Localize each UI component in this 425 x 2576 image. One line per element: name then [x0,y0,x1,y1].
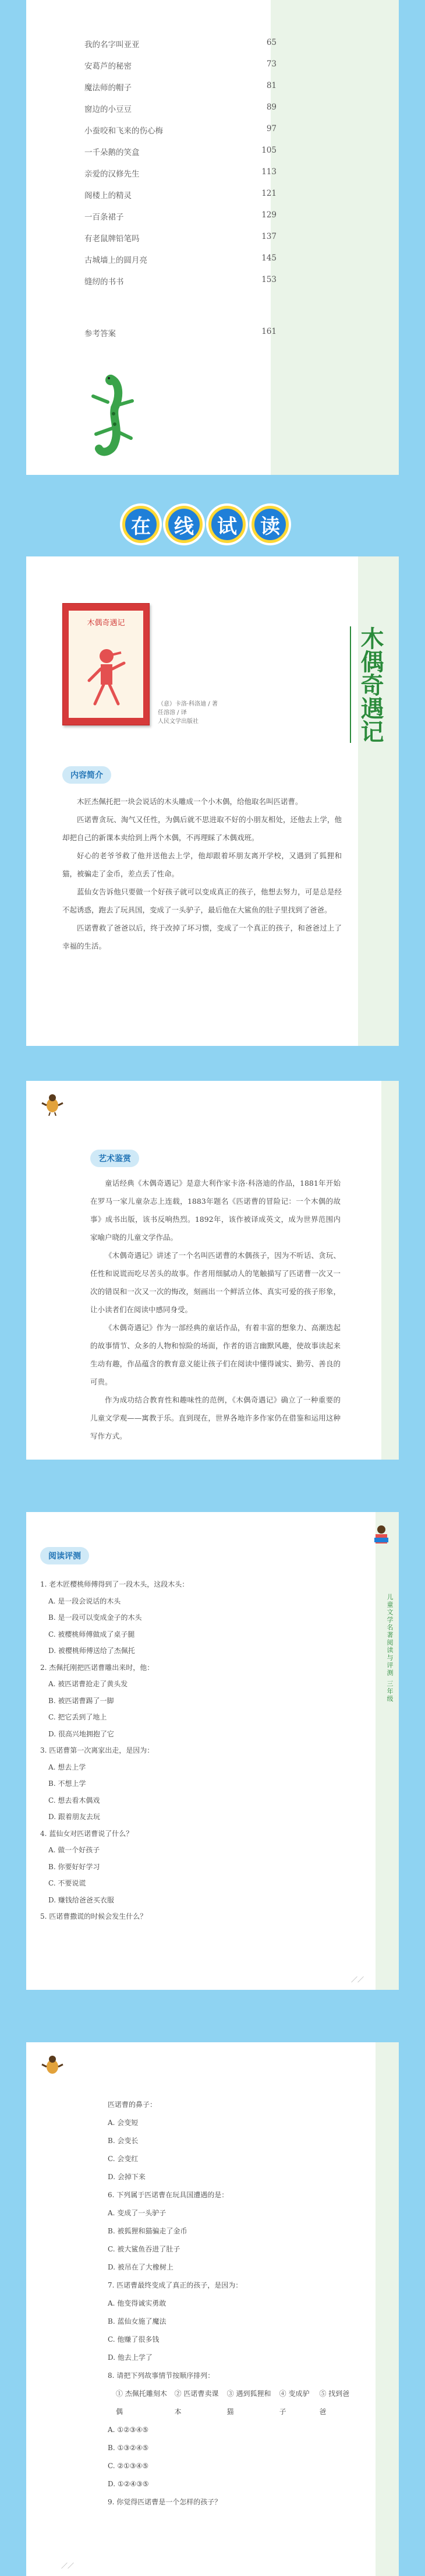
paragraph: 木匠杰佩托把一块会说话的木头雕成一个小木偶，给他取名叫匹诺曹。 [77,797,303,806]
quiz-page [26,1512,399,1990]
answer-option[interactable]: C. 想去看木偶戏 [48,1796,100,1805]
toc-title: 有老鼠牌铅笔吗 [84,234,140,244]
toc-row-answers[interactable] [84,327,277,348]
bird-icon [41,1093,64,1116]
toc-title: 古城墙上的圆月亮 [84,256,147,265]
toc-page: 81 [266,81,277,90]
paragraph: 匹诺曹贪玩、淘气又任性，为偶后就不思进取不好的小朋友相处，还他去上学，他却把自己的新课本卖给到上两个木偶，不再理睬了木偶戏班。 [62,815,342,842]
paragraph: 童话经典《木偶奇遇记》是意大利作家卡洛·科洛迪的作品，1881年开始在罗马一家儿童杂志上连载，1883年题名《匹诺曹的冒险记：一个木偶的故事》成书出版，该书反响热烈。1892年，该作被译成英文，成为世界范围内家喻户晓的儿童文学作品。 [90,1179,341,1242]
toc-page: 145 [261,253,277,263]
answer-option[interactable]: B. 你要好好学习 [48,1862,100,1871]
toc-row[interactable] [84,275,277,297]
toc-page: 105 [261,146,277,155]
quiz-continued-page [26,2042,399,2576]
toc-title: 我的名字叫亚亚 [84,40,140,50]
quiz-questions-continued [108,2096,352,2511]
answer-option[interactable]: B. 被匹诺曹踢了一脚 [48,1696,114,1705]
toc-title: 安葛芦的秘密 [84,62,132,71]
toc-title: 窗边的小豆豆 [84,105,132,114]
page-footer: ／／ [351,1976,364,1983]
puppet-icon [86,646,127,710]
toc-row[interactable] [84,210,277,232]
answer-option[interactable]: C. 不要说谎 [48,1879,86,1887]
art-body [90,1174,341,1445]
reader-icon [370,1524,393,1547]
page-footer: ／／ [61,2562,74,2570]
toc-page: 97 [266,124,277,133]
bird-icon [41,2054,64,2077]
paragraph: 《木偶奇遇记》作为一部经典的童话作品，有着丰富的想象力、高潮迭起的故事情节、众多的人物和惊险的场面，作者的语言幽默风趣，使故事读起来生动有趣，作品蕴含的教育意义能让孩子们在阅读中懂得诚实、勤劳、善良的可贵。 [90,1323,341,1386]
toc-row[interactable] [84,146,277,167]
sequence-item: ④ 变成驴子 [279,2390,310,2416]
quiz-questions [40,1576,331,1925]
toc-title: 缝纫的书书 [84,277,124,287]
paragraph: 好心的老爷爷救了他并送他去上学，他却跟着坏朋友离开学校，又遇到了狐狸和猫，被骗走了金币，差点丢了性命。 [62,851,342,878]
answer-option[interactable]: D. 被樱桃师傅送给了杰佩托 [48,1647,135,1655]
toc-row[interactable] [84,81,277,103]
table-of-contents [84,38,277,348]
quiz-heading: 阅读评测 [40,1547,89,1564]
book-big-title: 木偶奇遇记 [350,626,384,743]
toc-row[interactable] [84,124,277,146]
sequence-item: ③ 遇到狐狸和猫 [226,2390,271,2416]
toc-row[interactable] [84,189,277,210]
answer-option[interactable]: A. 他变得诚实勇敢 [108,2299,167,2307]
toc-title: 小蚕咬和飞来的伤心梅 [84,126,163,136]
answer-option[interactable]: A. 变成了一头驴子 [108,2209,167,2217]
art-heading: 艺术鉴赏 [90,1150,139,1167]
toc-page: 121 [261,189,277,198]
art-page [26,1081,399,1460]
sequence-item: ② 匹诺曹卖课本 [174,2390,219,2416]
toc-page: 65 [266,38,277,47]
answer-option[interactable]: D. 被吊在了大橡树上 [108,2263,173,2271]
question-text: 8. 请把下列故事情节按顺序排列： [108,2371,215,2380]
toc-title: 参考答案 [84,329,116,339]
banner-char: 在 [122,506,160,543]
toc-page: 113 [261,167,277,177]
book-meta: （意）卡洛·科洛迪 / 著 任溶溶 / 译 人民文学出版社 [158,701,218,725]
banner-char: 线 [165,506,203,543]
answer-option[interactable]: A. 是一段会说话的木头 [48,1597,121,1605]
answer-option[interactable]: A. 被匹诺曹抢走了黄头发 [48,1680,128,1688]
question-text: 匹诺曹的鼻子： [108,2101,157,2109]
answer-option[interactable]: B. ①③②④⑤ [108,2444,149,2452]
answer-option[interactable]: C. 被大鲨鱼吞进了肚子 [108,2245,180,2253]
toc-page: 153 [261,275,277,284]
answer-option[interactable]: D. 跟着朋友去玩 [48,1813,100,1821]
toc-title: 一千朵鹅的笑盒 [84,148,140,157]
intro-heading: 内容简介 [62,766,111,784]
online-trial-banner [122,500,289,552]
sequence-item: ① 杰佩托雕刻木偶 [116,2390,167,2416]
answer-option[interactable]: B. 蓝仙女施了魔法 [108,2317,167,2325]
answer-option[interactable]: C. 会变红 [108,2155,139,2163]
paragraph: 作为成功结合教育性和趣味性的范例，《木偶奇遇记》确立了一种重要的儿童文学观——寓教于乐。直到现在，世界各地许多作家仍在借鉴和运用这种写作方式。 [90,1396,341,1440]
banner-char: 读 [252,506,289,543]
toc-page: 73 [266,59,277,69]
paragraph: 匹诺曹救了爸爸以后，终于改掉了坏习惯，变成了一个真正的孩子，和爸爸过上了幸福的生活。 [62,924,342,950]
answer-option[interactable]: C. 他赚了很多钱 [108,2335,160,2344]
toc-page: 89 [266,103,277,112]
answer-option[interactable]: A. 想去上学 [48,1763,86,1771]
answer-option[interactable]: D. 会掉下来 [108,2173,146,2181]
toc-page: 129 [261,210,277,220]
sequence-item: ⑤ 找到爸爸 [319,2390,350,2416]
toc-row[interactable] [84,59,277,81]
question-text: 7. 匹诺曹最终变成了真正的孩子，是因为： [108,2281,243,2289]
answer-option[interactable]: C. 被樱桃师傅做成了桌子腿 [48,1630,135,1638]
answer-option[interactable]: A. ①②③④⑤ [108,2426,149,2434]
answer-option[interactable]: D. 赚钱给爸爸买衣服 [48,1895,114,1904]
paragraph: 蓝仙女告诉他只要做一个好孩子就可以变成真正的孩子，他想去努力，可是总是经不起诱惑，跑去了玩具国，变成了一头驴子，最后他在大鲨鱼的肚子里找到了爸爸。 [62,887,342,914]
toc-row[interactable] [84,253,277,275]
page-stripe [376,2042,399,2576]
page-stripe [381,1081,399,1460]
question-text: 5. 匹诺曹撒谎的时候会发生什么？ [40,1912,147,1920]
toc-title: 亲爱的汉修先生 [84,170,140,179]
toc-page [26,0,399,475]
answer-option[interactable]: B. 被狐狸和猫骗走了金币 [108,2227,187,2235]
book-cover [62,603,150,725]
answer-option[interactable]: B. 不想上学 [48,1779,86,1788]
toc-title: 魔法师的帽子 [84,83,132,93]
question-text: 2. 杰佩托刚把匹诺曹雕出来时，他： [40,1663,154,1672]
cover-title: 木偶奇遇记 [87,619,125,628]
lizard-illustration [84,373,137,460]
toc-page: 161 [261,327,277,336]
toc-row[interactable] [84,103,277,124]
toc-title: 阁楼上的精灵 [84,191,132,200]
answer-option[interactable]: B. 会变长 [108,2137,139,2145]
sequence-items [108,2385,352,2421]
toc-title: 一百条裙子 [84,213,124,222]
answer-option[interactable]: C. 把它丢到了地上 [48,1713,107,1721]
intro-body [62,792,342,955]
banner-char: 试 [208,506,246,543]
toc-row[interactable] [84,38,277,59]
toc-page: 137 [261,232,277,241]
answer-option[interactable]: D. ①②④③⑤ [108,2480,149,2488]
page-stripe [376,1512,399,1990]
answer-option[interactable]: C. ②①③④⑤ [108,2462,149,2470]
answer-option[interactable]: A. 会变短 [108,2119,139,2127]
book-intro-page [26,556,399,1046]
question-text: 1. 老木匠樱桃师傅得到了一段木头，这段木头： [40,1580,189,1588]
question-text: 4. 蓝仙女对匹诺曹说了什么？ [40,1829,133,1838]
page-stripe [271,0,399,475]
question-text: 9. 你觉得匹诺曹是一个怎样的孩子？ [108,2498,222,2506]
answer-option[interactable]: D. 他去上学了 [108,2353,153,2362]
answer-option[interactable]: D. 很高兴地拥抱了它 [48,1729,114,1738]
paragraph: 《木偶奇遇记》讲述了一个名叫匹诺曹的木偶孩子，因为不听话、贪玩、任性和说谎而吃尽苦头的故事。作者用细腻动人的笔触描写了匹诺曹一次又一次的错误和一次又一次的悔改，刻画出一个鲜活立体、真实可爱的孩子形象，让小读者们在阅读中感同身受。 [90,1251,341,1314]
answer-option[interactable]: A. 做一个好孩子 [48,1846,100,1854]
toc-row[interactable] [84,232,277,253]
question-text: 3. 匹诺曹第一次离家出走，是因为： [40,1746,154,1754]
side-vertical-text: 儿童文学名著阅读与评测 三年级 [386,1594,394,1703]
toc-row[interactable] [84,167,277,189]
answer-option[interactable]: B. 是一段可以变成金子的木头 [48,1613,142,1622]
question-text: 6. 下列属于匹诺曹在玩具国遭遇的是： [108,2191,229,2199]
